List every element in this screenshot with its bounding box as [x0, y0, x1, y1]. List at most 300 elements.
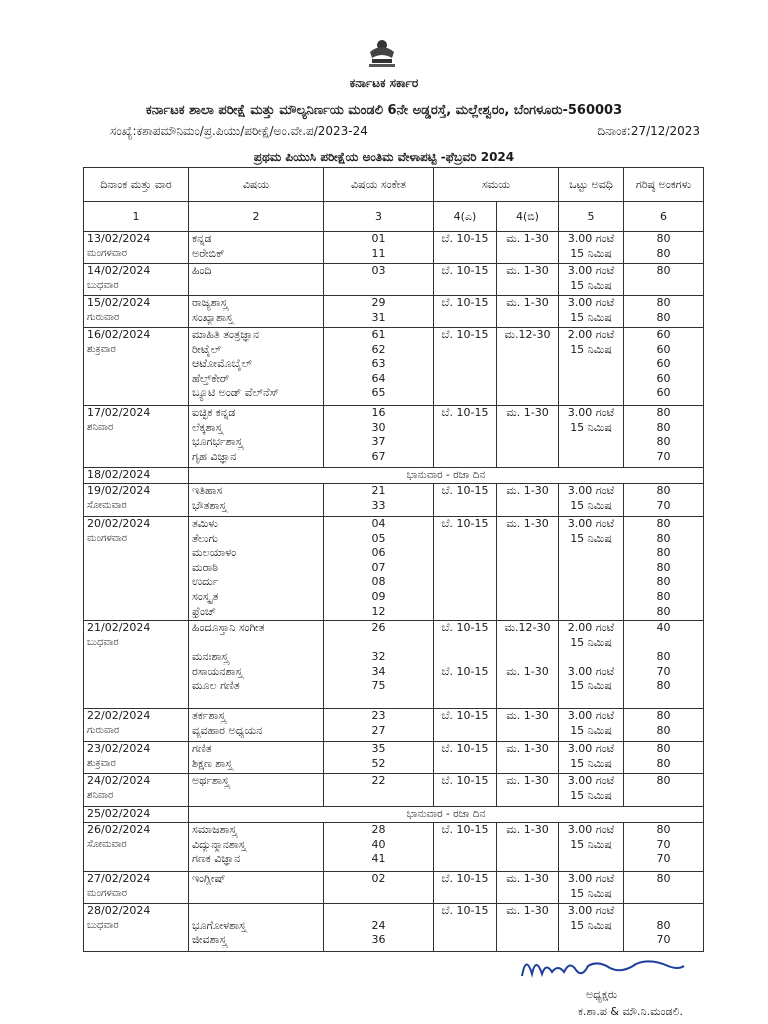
subject-cell: [189, 872, 324, 904]
colnum-5: 5: [559, 202, 624, 232]
subject-code: 09: [371, 589, 386, 603]
subject-cell: [189, 264, 324, 296]
duration-text: 15 ನಿಮಿಷ: [570, 635, 612, 649]
marks-cell: [624, 264, 704, 296]
duration-text: 2.00 ಗಂಟೆ: [567, 621, 615, 634]
date-cell: [84, 807, 189, 823]
code-cell: [324, 823, 434, 872]
subject-code: 34: [371, 664, 386, 678]
start-time-cell: [434, 232, 497, 264]
end-time-cell: [497, 484, 559, 517]
start-time: ಬೆ. 10-15: [441, 264, 489, 277]
max-marks: 40: [656, 621, 671, 634]
subject-code: 23: [371, 709, 386, 722]
subject-code: 29: [371, 296, 386, 309]
duration-text: 3.00 ಗಂಟೆ: [567, 517, 615, 530]
start-time-cell: [434, 621, 497, 709]
start-time: ಬೆ. 10-15: [441, 742, 489, 755]
subject-name: ಮನಃಶಾಸ್ತ್ರ: [192, 650, 229, 664]
duration-text: 3.00 ಗಂಟೆ: [567, 823, 615, 836]
table-row: [84, 232, 704, 264]
max-marks: 80: [656, 679, 671, 693]
max-marks: 80: [656, 264, 671, 277]
holiday-cell: ಭಾನುವಾರ - ರಜಾ ದಿನ: [189, 807, 704, 823]
subject-name: ಇಂಗ್ಲೀಷ್: [192, 872, 226, 885]
duration-text: 15 ನಿಮಿಷ: [570, 420, 612, 434]
end-time-cell: [497, 406, 559, 468]
subject-code: 63: [371, 357, 386, 371]
code-cell: [324, 872, 434, 904]
board-heading: ಕರ್ನಾಟಕ ಶಾಲಾ ಪರೀಕ್ಷೆ ಮತ್ತು ಮೌಲ್ಯನಿರ್ಣಯ ಮಂಡಲಿ 6ನೇ ಅಡ್ಡರಸ್ತೆ, ಮಲ್ಲೇಶ್ವರಂ, ಬೆಂಗಳೂರು-560003: [145, 103, 623, 118]
marks-cell: [624, 872, 704, 904]
subject-code: [327, 636, 430, 651]
reference-line: [110, 124, 700, 139]
subject-code: 30: [371, 420, 386, 434]
start-time-cell: [434, 774, 497, 807]
duration-cell: [559, 296, 624, 328]
marks-cell: [624, 232, 704, 264]
duration-text: 2.00 ಗಂಟೆ: [567, 328, 615, 341]
max-marks: 70: [656, 498, 671, 512]
end-time: ಮ. 1-30: [506, 484, 549, 497]
start-time: ಬೆ. 10-15: [441, 232, 489, 245]
table-row: [84, 774, 704, 807]
start-time: ಬೆ. 10-15: [441, 872, 489, 885]
exam-date: 15/02/2024: [87, 296, 151, 309]
end-time: ಮ.12-30: [504, 328, 551, 341]
code-cell: [324, 621, 434, 709]
table-row: [84, 264, 704, 296]
subject-code: 61: [371, 328, 386, 341]
subject-code: 24: [371, 918, 386, 932]
duration-text: 3.00 ಗಂಟೆ: [567, 484, 615, 497]
govt-heading: ಕರ್ನಾಟಕ ಸರ್ಕಾರ: [349, 76, 419, 90]
max-marks: 70: [656, 664, 671, 678]
duration-cell: [559, 774, 624, 807]
subject-code: 75: [371, 679, 386, 693]
subject-code: 01: [371, 232, 386, 245]
max-marks: 80: [656, 296, 671, 309]
end-time-cell: [497, 774, 559, 807]
issue-date: ದಿನಾಂಕ:27/12/2023: [597, 124, 700, 138]
max-marks: 60: [656, 328, 671, 341]
exam-day: ಶನಿವಾರ: [87, 421, 114, 433]
subject-name: ಕನ್ನಡ: [192, 232, 212, 245]
exam-day: ಶುಕ್ರವಾರ: [87, 757, 116, 769]
exam-date: 25/02/2024: [87, 807, 151, 820]
table-row: [84, 823, 704, 872]
subject-name: ಭೂಗರ್ಭಶಾಸ್ತ್ರ: [192, 435, 243, 449]
header-subject: ವಿಷಯ: [189, 168, 324, 202]
max-marks: 80: [656, 420, 671, 434]
max-marks: 80: [656, 709, 671, 722]
govt-emblem-icon: [364, 38, 400, 68]
colnum-1: 1: [84, 202, 189, 232]
start-time: ಬೆ. 10-15: [441, 517, 489, 530]
start-time: ಬೆ. 10-15: [441, 664, 489, 678]
header-time: ಸಮಯ: [434, 168, 559, 202]
subject-cell: [189, 232, 324, 264]
end-time-cell: [497, 328, 559, 406]
subject-name: ಅರೇಬಿಕ್: [192, 246, 225, 260]
duration-cell: [559, 232, 624, 264]
subject-name: ಮಾಹಿತಿ ತಂತ್ರಜ್ಞಾನ: [192, 328, 260, 341]
exam-date: 13/02/2024: [87, 232, 151, 245]
start-time-cell: [434, 517, 497, 621]
subject-name: ಉರ್ದು: [192, 575, 219, 589]
max-marks: 80: [656, 742, 671, 755]
exam-day: ಗುರುವಾರ: [87, 311, 120, 323]
max-marks: 60: [656, 342, 671, 356]
max-marks: 80: [656, 918, 671, 932]
max-marks: 60: [656, 371, 671, 385]
subject-name: ಜೀವಶಾಸ್ತ್ರ: [192, 933, 227, 947]
duration-text: 3.00 ಗಂಟೆ: [567, 232, 615, 245]
start-time: ಬೆ. 10-15: [441, 823, 489, 836]
subject-code: 64: [371, 371, 386, 385]
reference-number: ಸಂಖ್ಯೆ:ಕಶಾಪಮೌನಿಮಂ/ಪ್ರ.ಪಿಯು/ಪರೀಕ್ಷೆ/ಅಂ.ವೇ.ಪ/2023-24: [110, 124, 368, 138]
duration-text: 15 ನಿಮಿಷ: [570, 278, 612, 292]
subject-name: ಮೂಲ ಗಣಿತ: [192, 679, 240, 693]
duration-text: 3.00 ಗಂಟೆ: [567, 709, 615, 722]
header-marks: ಗರಿಷ್ಠ ಅಂಕಗಳು: [624, 168, 704, 202]
duration-cell: [559, 904, 624, 952]
date-cell: [84, 517, 189, 621]
subject-code: 07: [371, 560, 386, 574]
duration-text: 3.00 ಗಂಟೆ: [567, 742, 615, 755]
marks-cell: [624, 823, 704, 872]
subject-code: 35: [371, 742, 386, 755]
date-cell: [84, 232, 189, 264]
subject-name: ವಿದ್ಯುನ್ಮಾನಶಾಸ್ತ್ರ: [192, 837, 246, 851]
date-cell: [84, 774, 189, 807]
date-cell: [84, 264, 189, 296]
subject-name: ಸಂಸ್ಕೃತ: [192, 589, 219, 603]
exam-date: 17/02/2024: [87, 406, 151, 419]
subject-code: 33: [371, 498, 386, 512]
holiday-cell: ಭಾನುವಾರ - ರಜಾ ದಿನ: [189, 468, 704, 484]
end-time-cell: [497, 823, 559, 872]
duration-text: 15 ನಿಮಿಷ: [570, 723, 612, 737]
subject-name: ಲೆಕ್ಕಶಾಸ್ತ್ರ: [192, 420, 223, 434]
table-row: [84, 517, 704, 621]
exam-date: 23/02/2024: [87, 742, 151, 755]
subject-code: 31: [371, 310, 386, 324]
exam-day: ಮಂಗಳವಾರ: [87, 247, 128, 259]
subject-code: [327, 904, 430, 919]
duration-text: 15 ನಿಮಿಷ: [570, 886, 612, 900]
start-time-cell: [434, 742, 497, 774]
marks-cell: [624, 709, 704, 742]
date-cell: [84, 296, 189, 328]
duration-cell: [559, 823, 624, 872]
marks-cell: [624, 742, 704, 774]
subject-cell: [189, 823, 324, 872]
table-row: [84, 807, 704, 823]
end-time: ಮ. 1-30: [506, 872, 549, 885]
subject-cell: [189, 904, 324, 952]
end-time: ಮ. 1-30: [506, 406, 549, 419]
max-marks: 60: [656, 357, 671, 371]
date-cell: [84, 904, 189, 952]
duration-text: 3.00 ಗಂಟೆ: [567, 774, 615, 787]
subject-code: 05: [371, 531, 386, 545]
header-date-day: ದಿನಾಂಕ ಮತ್ತು ವಾರ: [84, 168, 189, 202]
subject-name: [192, 904, 320, 919]
code-cell: [324, 774, 434, 807]
subject-code: 41: [371, 852, 386, 866]
max-marks: 60: [656, 386, 671, 400]
exam-date: 16/02/2024: [87, 328, 151, 341]
exam-day: ಬುಧವಾರ: [87, 279, 119, 291]
start-time: ಬೆ. 10-15: [441, 774, 489, 787]
signatory-title: ಅಧ್ಯಕ್ಷರು: [586, 988, 618, 1001]
subject-name: ರಸಾಯನಶಾಸ್ತ್ರ: [192, 664, 243, 678]
max-marks: 80: [656, 484, 671, 497]
duration-text: 3.00 ಗಂಟೆ: [567, 664, 615, 678]
max-marks: 80: [656, 406, 671, 419]
duration-text: 15 ನಿಮಿಷ: [570, 788, 612, 802]
exam-date: 22/02/2024: [87, 709, 151, 722]
exam-day: ಬುಧವಾರ: [87, 636, 119, 648]
subject-code: 37: [371, 435, 386, 449]
duration-text: 3.00 ಗಂಟೆ: [567, 264, 615, 277]
subject-code: 04: [371, 517, 386, 530]
duration-text: 15 ನಿಮಿಷ: [570, 310, 612, 324]
code-cell: [324, 296, 434, 328]
end-time: ಮ. 1-30: [506, 264, 549, 277]
subject-name: ಇತಿಹಾಸ: [192, 484, 223, 497]
subject-name: ಭೂಗೋಳಶಾಸ್ತ್ರ: [192, 918, 247, 932]
duration-cell: [559, 328, 624, 406]
date-cell: [84, 621, 189, 709]
subject-code: 21: [371, 484, 386, 497]
duration-cell: [559, 517, 624, 621]
table-row: [84, 904, 704, 952]
subject-cell: [189, 742, 324, 774]
subject-name: ಗೃಹ ವಿಜ್ಞಾನ: [192, 449, 237, 463]
start-time-cell: [434, 264, 497, 296]
colnum-2: 2: [189, 202, 324, 232]
subject-code: 03: [371, 264, 386, 277]
code-cell: [324, 742, 434, 774]
max-marks: 80: [656, 310, 671, 324]
subject-code: 02: [371, 872, 386, 885]
duration-text: 15 ನಿಮಿಷ: [570, 342, 612, 356]
end-time: ಮ. 1-30: [506, 232, 549, 245]
subject-code: 12: [371, 604, 386, 618]
end-time: ಮ. 1-30: [506, 709, 549, 722]
subject-name: ಗಣಿತ: [192, 742, 212, 755]
max-marks: 80: [656, 723, 671, 737]
exam-date: 18/02/2024: [87, 468, 151, 481]
colnum-4a: 4(ಎ): [434, 202, 497, 232]
duration-cell: [559, 742, 624, 774]
max-marks: 80: [656, 232, 671, 245]
end-time-cell: [497, 709, 559, 742]
subject-code: 11: [371, 246, 386, 260]
subject-cell: [189, 484, 324, 517]
subject-name: ಗಣಕ ವಿಜ್ಞಾನ: [192, 852, 241, 866]
subject-code: 32: [371, 650, 386, 664]
table-row: [84, 406, 704, 468]
exam-day: ಸೋಮವಾರ: [87, 499, 127, 511]
max-marks: 70: [656, 837, 671, 851]
exam-date: 14/02/2024: [87, 264, 151, 277]
subject-code: 36: [371, 933, 386, 947]
duration-text: 15 ನಿಮಿಷ: [570, 246, 612, 260]
date-cell: [84, 468, 189, 484]
max-marks: 80: [656, 435, 671, 449]
marks-cell: [624, 517, 704, 621]
date-cell: [84, 406, 189, 468]
spacer: [437, 636, 493, 651]
exam-day: ಗುರುವಾರ: [87, 724, 120, 736]
max-marks: 80: [656, 517, 671, 530]
exam-date: 27/02/2024: [87, 872, 151, 885]
exam-date: 19/02/2024: [87, 484, 151, 497]
table-row: [84, 621, 704, 709]
exam-day: ಶನಿವಾರ: [87, 789, 114, 801]
duration-text: 15 ನಿಮಿಷ: [570, 679, 612, 693]
code-cell: [324, 232, 434, 264]
subject-cell: [189, 406, 324, 468]
max-marks: 80: [656, 589, 671, 603]
subject-name: ಹೆಲ್ತ್‌ಕೇರ್: [192, 371, 230, 385]
subject-code: 62: [371, 342, 386, 356]
start-time-cell: [434, 904, 497, 952]
subject-cell: [189, 328, 324, 406]
table-row: [84, 328, 704, 406]
date-cell: [84, 328, 189, 406]
end-time: ಮ. 1-30: [506, 296, 549, 309]
start-time-cell: [434, 406, 497, 468]
subject-code: 28: [371, 823, 386, 836]
subject-cell: [189, 621, 324, 709]
marks-cell: [624, 406, 704, 468]
header-code: ವಿಷಯ ಸಂಕೇತ: [324, 168, 434, 202]
subject-code: 27: [371, 723, 386, 737]
end-time-cell: [497, 742, 559, 774]
marks-cell: [624, 621, 704, 709]
code-cell: [324, 484, 434, 517]
code-cell: [324, 328, 434, 406]
exam-day: ಸೋಮವಾರ: [87, 838, 127, 850]
start-time: ಬೆ. 10-15: [441, 621, 489, 634]
start-time-cell: [434, 872, 497, 904]
duration-text: 3.00 ಗಂಟೆ: [567, 296, 615, 309]
max-marks: [627, 904, 700, 919]
start-time: ಬೆ. 10-15: [441, 484, 489, 497]
end-time-cell: [497, 621, 559, 709]
end-time-cell: [497, 232, 559, 264]
end-time: ಮ. 1-30: [506, 774, 549, 787]
start-time-cell: [434, 484, 497, 517]
end-time: ಮ.12-30: [504, 621, 551, 634]
subject-name: ರೀಟೈಲ್: [192, 342, 222, 356]
subject-name: ಹಿಂದಿ: [192, 264, 212, 277]
spacer: [500, 636, 555, 651]
duration-cell: [559, 621, 624, 709]
spacer: [437, 650, 493, 665]
exam-day: ಮಂಗಳವಾರ: [87, 532, 128, 544]
subject-code: 65: [371, 386, 386, 400]
subject-code: 08: [371, 575, 386, 589]
start-time: ಬೆ. 10-15: [441, 709, 489, 722]
code-cell: [324, 517, 434, 621]
date-cell: [84, 872, 189, 904]
date-cell: [84, 823, 189, 872]
subject-name: ತೆಲುಗು: [192, 531, 218, 545]
exam-date: 20/02/2024: [87, 517, 151, 530]
spacer: [500, 650, 555, 665]
max-marks: 80: [656, 872, 671, 885]
subject-name: ಭೌತಶಾಸ್ತ್ರ: [192, 498, 227, 512]
max-marks: 80: [656, 604, 671, 618]
exam-date: 26/02/2024: [87, 823, 151, 836]
subject-code: 26: [371, 621, 386, 634]
duration-text: 3.00 ಗಂಟೆ: [567, 904, 615, 917]
marks-cell: [624, 296, 704, 328]
duration-text: 15 ನಿಮಿಷ: [570, 756, 612, 770]
end-time: ಮ. 1-30: [506, 664, 549, 678]
subject-name: ಫ್ರೆಂಚ್: [192, 604, 216, 618]
exam-timetable: [83, 167, 704, 952]
table-row: [84, 709, 704, 742]
colnum-3: 3: [324, 202, 434, 232]
subject-name: ರಾಜ್ಯಶಾಸ್ತ್ರ: [192, 296, 228, 309]
start-time: ಬೆ. 10-15: [441, 296, 489, 309]
subject-cell: [189, 517, 324, 621]
start-time-cell: [434, 823, 497, 872]
max-marks: 80: [656, 756, 671, 770]
max-marks: 80: [656, 546, 671, 560]
subject-name: ಮರಾಠಿ: [192, 560, 218, 574]
duration-text: 15 ನಿಮಿಷ: [570, 498, 612, 512]
max-marks: 80: [656, 531, 671, 545]
end-time-cell: [497, 517, 559, 621]
end-time: ಮ. 1-30: [506, 517, 549, 530]
colnum-6: 6: [624, 202, 704, 232]
table-row: [84, 872, 704, 904]
end-time-cell: [497, 872, 559, 904]
subject-name: ಬ್ಯೂಟಿ ಅಂಡ್ ವೆಲ್‌ನೆಸ್: [192, 386, 280, 400]
subject-name: ವ್ಯವಹಾರ ಅಧ್ಯಯನ: [192, 723, 263, 737]
max-marks: 80: [656, 650, 671, 664]
exam-date: 21/02/2024: [87, 621, 151, 634]
header-duration: ಒಟ್ಟು ಅವಧಿ: [559, 168, 624, 202]
subject-name: ಸಮಾಜಶಾಸ್ತ್ರ: [192, 823, 237, 836]
end-time: ಮ. 1-30: [506, 904, 549, 917]
exam-date: 24/02/2024: [87, 774, 151, 787]
duration-cell: [559, 406, 624, 468]
subject-name: [192, 636, 320, 651]
duration-text: 3.00 ಗಂಟೆ: [567, 406, 615, 419]
duration-cell: [559, 709, 624, 742]
max-marks: 80: [656, 774, 671, 787]
date-cell: [84, 742, 189, 774]
start-time-cell: [434, 709, 497, 742]
subject-code: 16: [371, 406, 386, 419]
table-row: [84, 468, 704, 484]
duration-cell: [559, 484, 624, 517]
code-cell: [324, 264, 434, 296]
spacer: [562, 650, 620, 665]
duration-cell: [559, 264, 624, 296]
subject-cell: [189, 774, 324, 807]
duration-cell: [559, 872, 624, 904]
subject-cell: [189, 296, 324, 328]
